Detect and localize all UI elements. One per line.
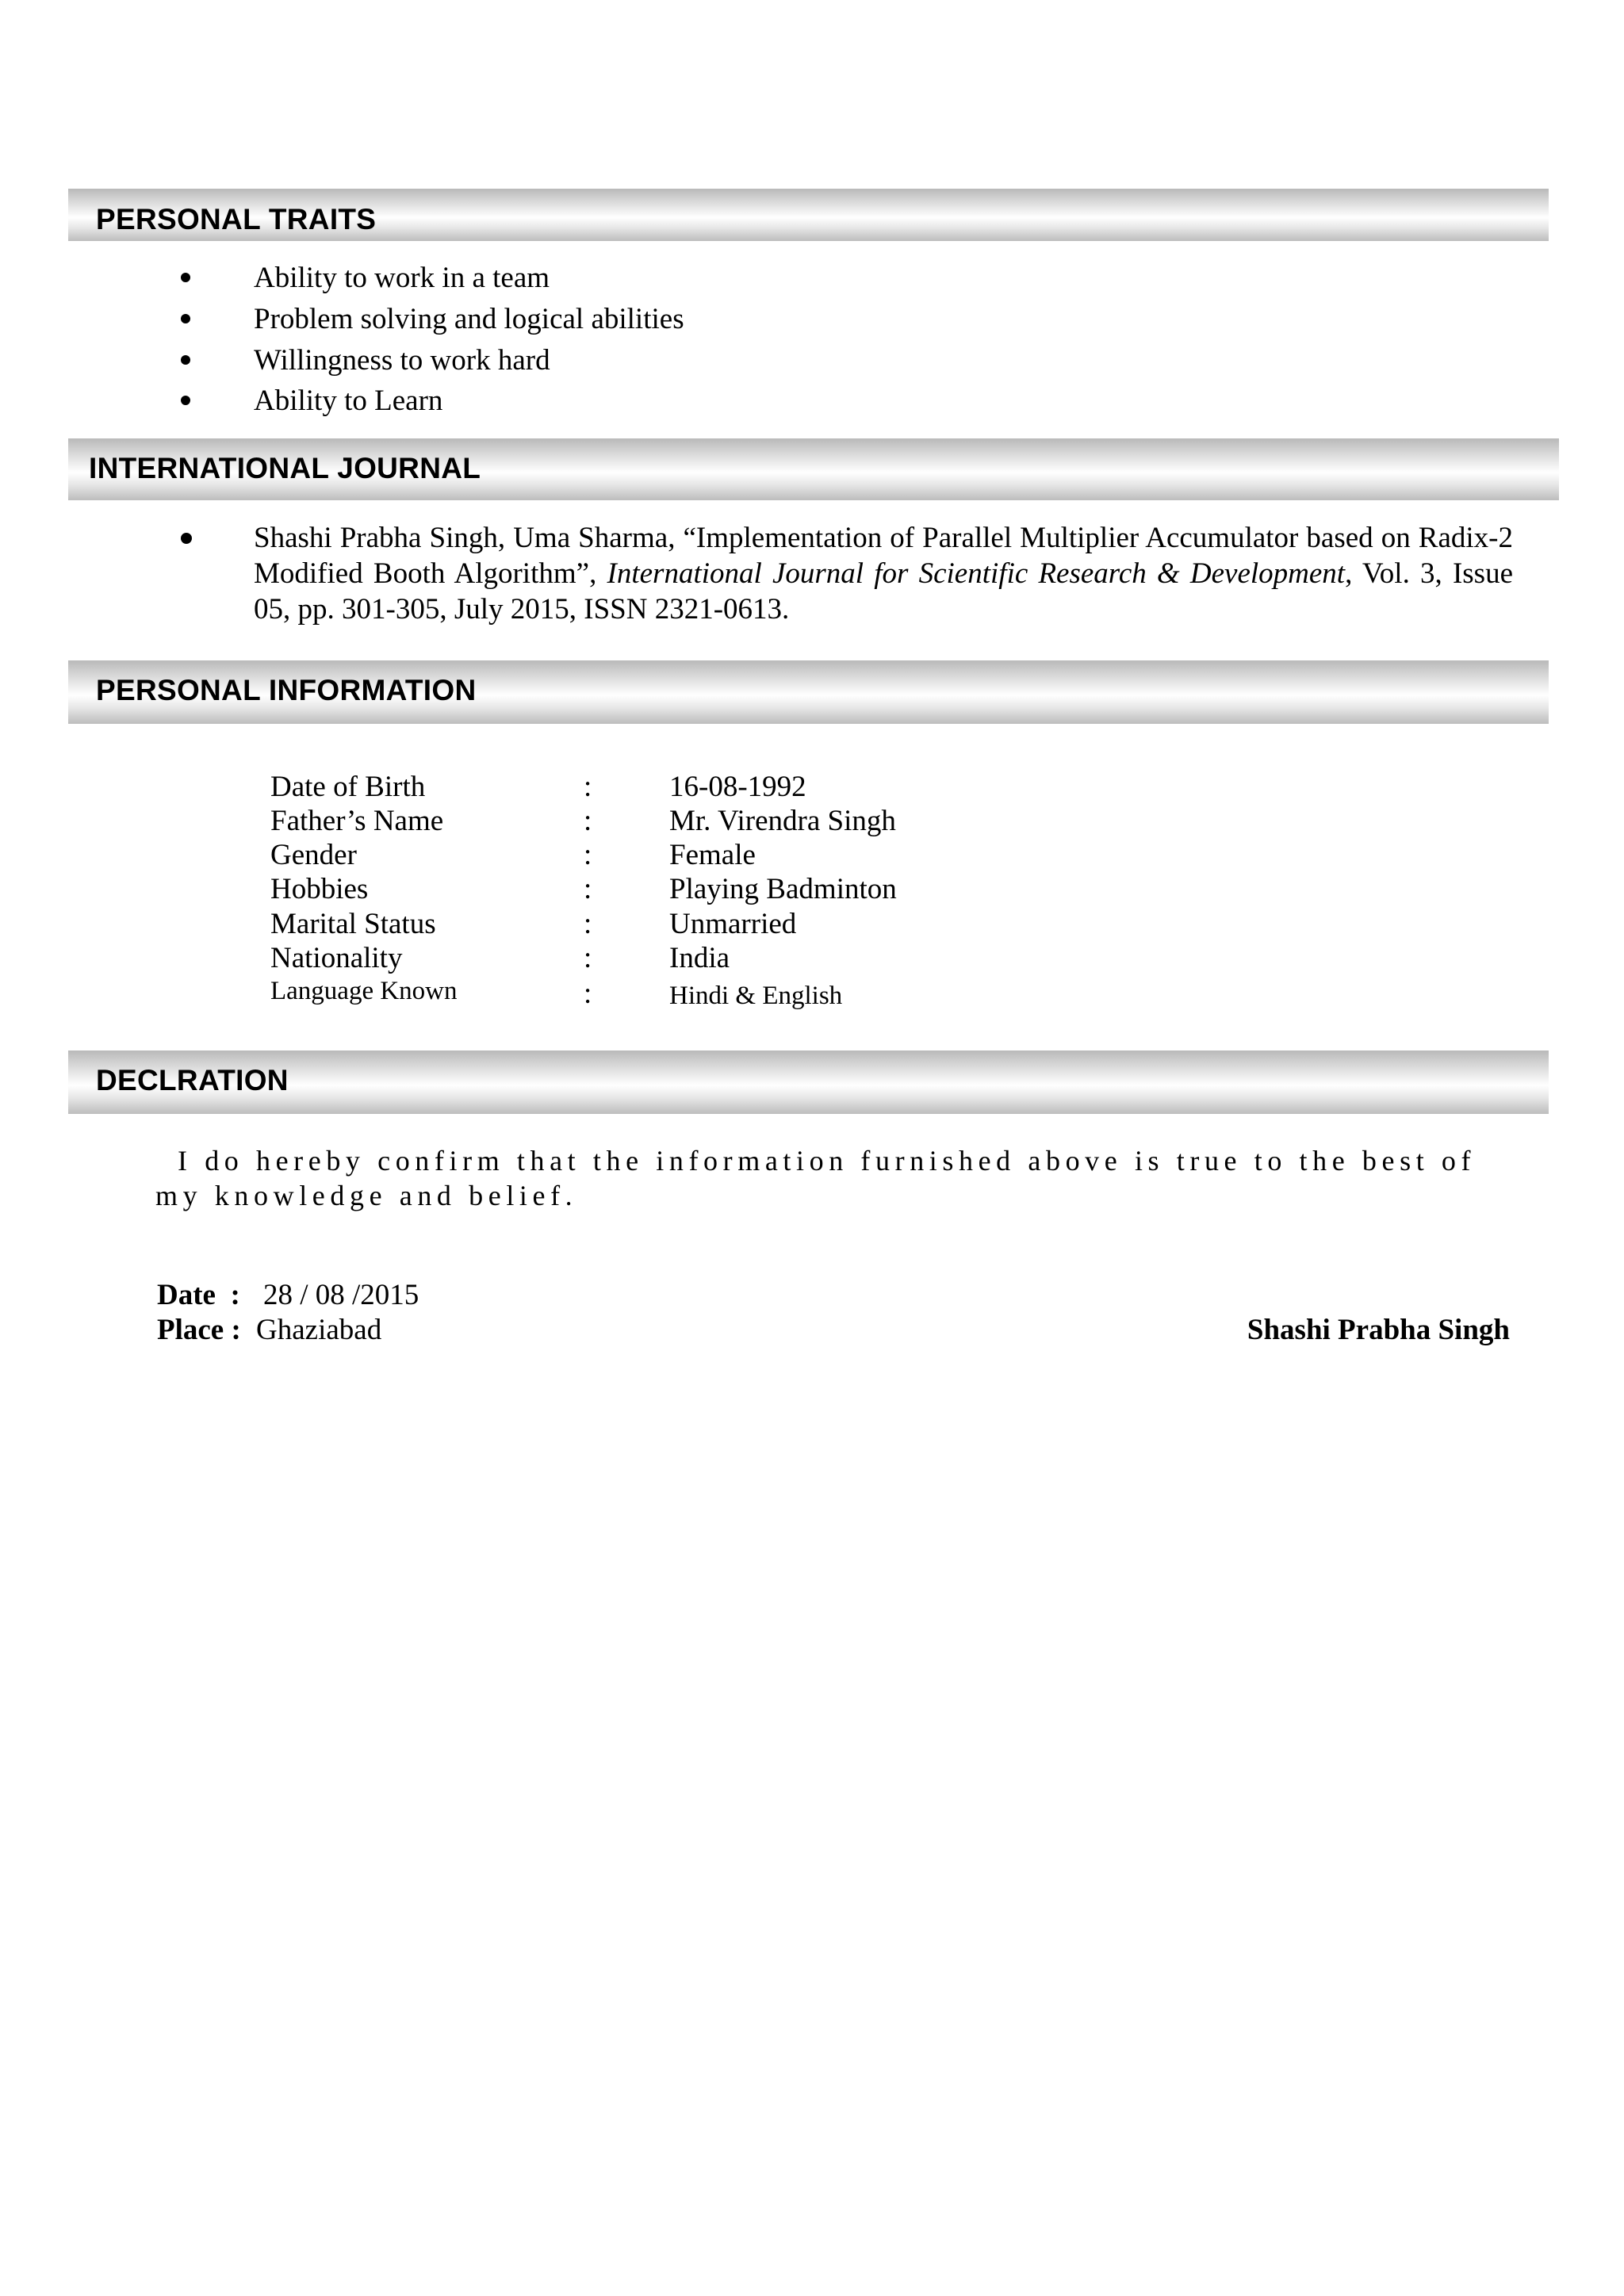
info-label: Language Known xyxy=(270,977,458,1005)
info-value: Hindi & English xyxy=(669,982,843,1010)
info-value: India xyxy=(669,942,730,974)
list-item-text: Ability to Learn xyxy=(254,385,443,417)
info-label: Father’s Name xyxy=(270,805,444,837)
info-label: Gender xyxy=(270,839,357,871)
info-value: 16-08-1992 xyxy=(669,771,806,803)
info-value: Mr. Virendra Singh xyxy=(669,805,896,837)
list-item-text: Ability to work in a team xyxy=(254,262,550,294)
info-separator: : xyxy=(584,839,592,871)
info-label: Hobbies xyxy=(270,873,369,905)
info-value: Female xyxy=(669,839,756,871)
list-item-text: Willingness to work hard xyxy=(254,344,550,377)
info-separator: : xyxy=(584,771,592,803)
place-label: Place : xyxy=(157,1314,241,1346)
info-separator: : xyxy=(584,873,592,905)
bullet-icon xyxy=(181,396,190,405)
section-title-personal-information: PERSONAL INFORMATION xyxy=(96,674,477,706)
section-title-personal-traits: PERSONAL TRAITS xyxy=(96,203,377,235)
list-item-text: Problem solving and logical abilities xyxy=(254,303,684,335)
journal-entry xyxy=(254,520,1513,627)
place-value: Ghaziabad xyxy=(256,1314,382,1346)
info-separator: : xyxy=(584,805,592,837)
section-header-bar-declaration xyxy=(68,1050,1549,1114)
section-title-declaration: DECLRATION xyxy=(96,1064,289,1096)
info-label: Date of Birth xyxy=(270,771,426,803)
bullet-icon xyxy=(181,273,190,282)
journal-entry-details: , Vol. 3, Issue 05, pp. 301-305, July 2015, ISSN 2321-0613. xyxy=(254,557,1513,626)
info-value: Unmarried xyxy=(669,908,797,940)
info-separator: : xyxy=(584,942,592,974)
bullet-icon xyxy=(181,533,192,544)
date-label: Date : xyxy=(157,1279,240,1311)
info-separator: : xyxy=(584,908,592,940)
section-title-international-journal: INTERNATIONAL JOURNAL xyxy=(89,452,481,484)
info-value: Playing Badminton xyxy=(669,873,897,905)
bullet-icon xyxy=(181,355,190,365)
info-separator: : xyxy=(584,978,592,1010)
bullet-icon xyxy=(181,314,190,323)
date-value: 28 / 08 /2015 xyxy=(263,1279,419,1311)
journal-name: International Journal for Scientific Research & Development xyxy=(607,557,1346,590)
info-label: Nationality xyxy=(270,942,403,974)
journal-entry-authors-title: Shashi Prabha Singh, Uma Sharma, “Implementation of Parallel Multiplier Accumulator based on Radix-2 Modified Booth Algorithm”, xyxy=(254,522,1513,590)
info-label: Marital Status xyxy=(270,908,436,940)
declaration-text: I do hereby confirm that the information furnished above is true to the best of my knowledge and belief. xyxy=(155,1145,1477,1211)
signature-name: Shashi Prabha Singh xyxy=(1247,1314,1510,1346)
